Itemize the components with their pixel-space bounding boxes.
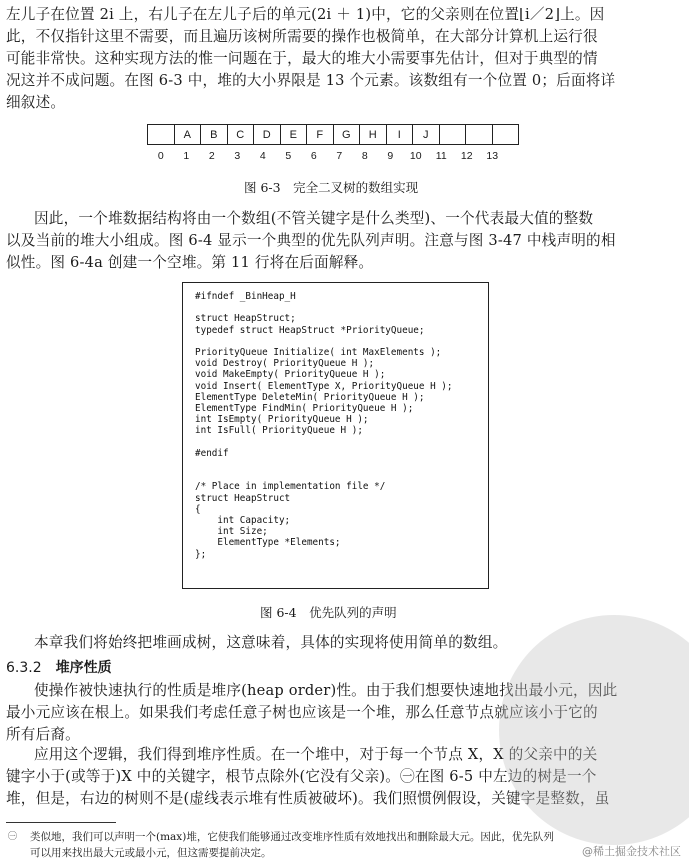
watermark-text: @稀土掘金技术社区 [582, 845, 681, 858]
array-index: 2 [208, 150, 215, 162]
array-index: 4 [259, 150, 266, 162]
text-line: 左儿子在位置 2i 上，右儿子在左儿子后的单元(2i ＋ 1)中，它的父亲则在位置⌊i／2⌋上。因 [6, 6, 605, 23]
text-line: 使操作被快速执行的性质是堆序(heap order)性。由于我们想要快速地找出最小元，因此 [34, 682, 618, 699]
text-line: 可能非常快。这种实现方法的惟一问题在于，最大的堆大小需要事先估计，但对于典型的情 [6, 50, 598, 67]
text-line: 因此，一个堆数据结构将由一个数组(不管关键字是什么类型)、一个代表最大值的整数 [34, 210, 594, 227]
text-line: 应用这个逻辑，我们得到堆序性质。在一个堆中，对于每一个节点 X，X 的父亲中的关 [34, 746, 598, 763]
text-line: 键字小于(或等于)X 中的关键字，根节点除外(它没有父亲)。㊀在图 6-5 中左边的树是一个 [6, 768, 597, 785]
array-cell [147, 124, 175, 145]
array-indices [148, 150, 505, 162]
footnote-line: 类似地，我们可以声明一个(max)堆，它使我们能够通过改变堆序性质有效地找出和删除最大元。因此，优先队列 [30, 831, 554, 843]
array-index: 6 [310, 150, 317, 162]
array-cell: A [174, 124, 202, 145]
array-cell: E [280, 124, 308, 145]
text-line: 以及当前的堆大小组成。图 6-4 显示一个典型的优先队列声明。注意与图 3-47 中栈声明的相 [6, 232, 616, 249]
array-cell: D [253, 124, 281, 145]
array-index: 0 [157, 150, 164, 162]
array-cell: F [306, 124, 334, 145]
figure-caption: 图 6-3 完全二叉树的数组实现 [244, 180, 419, 195]
text-line: 似性。图 6-4a 创建一个空堆。第 11 行将在后面解释。 [6, 254, 374, 271]
code-listing: #ifndef _BinHeap_H struct HeapStruct; typedef struct HeapStruct *PriorityQueue; PriorityQueue Initialize( int MaxElements ); void Destroy( PriorityQueue H ); void MakeEmpty( PriorityQueue H ); void Insert( ElementType X, PriorityQueue H ); ElementType DeleteMin( PriorityQueue H ); ElementType FindMin( PriorityQueue H ); int IsEmpty( PriorityQueue H ); int IsFull( PriorityQueue H ); #endif /* Place in implementation file */ struct HeapStruct { int Capacity; int Size; ElementType *Elements; }; [195, 291, 453, 560]
text-line: 细叙述。 [6, 94, 66, 111]
body-paragraph [6, 208, 682, 274]
footnote-rule [6, 822, 116, 823]
array-cell: H [359, 124, 387, 145]
section-title: 堆序性质 [55, 660, 112, 676]
array-index: 10 [409, 150, 422, 162]
array-cell: B [200, 124, 228, 145]
text-line: 堆，但是，右边的树则不是(虚线表示堆有性质被破坏)。我们照惯例假设，关键字是整数，虽 [6, 790, 610, 807]
array-cell [492, 124, 520, 145]
array-cell [439, 124, 467, 145]
footnote-mark: ㊀ [8, 832, 18, 842]
array-index: 1 [183, 150, 190, 162]
array-cell: G [333, 124, 361, 145]
intro-paragraph [6, 4, 682, 114]
array-cell: I [386, 124, 414, 145]
array-index: 7 [336, 150, 343, 162]
array-cell [465, 124, 493, 145]
text-line: 此，不仅指针这里不需要，而且遍历该树所需要的操作也极简单，在大部分计算机上运行很 [6, 28, 598, 45]
array-index: 11 [435, 150, 447, 162]
footnote-line: 可以用来找出最大元或最小元，但这需要提前决定。 [30, 847, 272, 859]
array-index: 3 [234, 150, 241, 162]
array-figure [148, 124, 519, 145]
text-line: 所有后裔。 [6, 726, 80, 743]
footnote [8, 829, 554, 861]
array-index: 8 [361, 150, 368, 162]
array-index: 12 [460, 150, 473, 162]
array-index: 5 [285, 150, 292, 162]
code-listing-box [182, 282, 489, 589]
array-index: 9 [387, 150, 394, 162]
array-cell: J [412, 124, 440, 145]
text-line: 本章我们将始终把堆画成树，这意味着，具体的实现将使用简单的数组。 [34, 634, 508, 651]
array-index: 13 [486, 150, 499, 162]
section-number: 6.3.2 [6, 660, 42, 676]
text-line: 最小元应该在根上。如果我们考虑任意子树也应该是一个堆，那么任意节点就应该小于它的 [6, 704, 598, 721]
code-caption: 图 6-4 优先队列的声明 [260, 605, 397, 620]
section-heading [6, 657, 112, 677]
array-cell: C [227, 124, 255, 145]
text-line: 况这并不成问题。在图 6-3 中，堆的大小界限是 13 个元素。该数组有一个位置 0；后面将详 [6, 72, 616, 89]
